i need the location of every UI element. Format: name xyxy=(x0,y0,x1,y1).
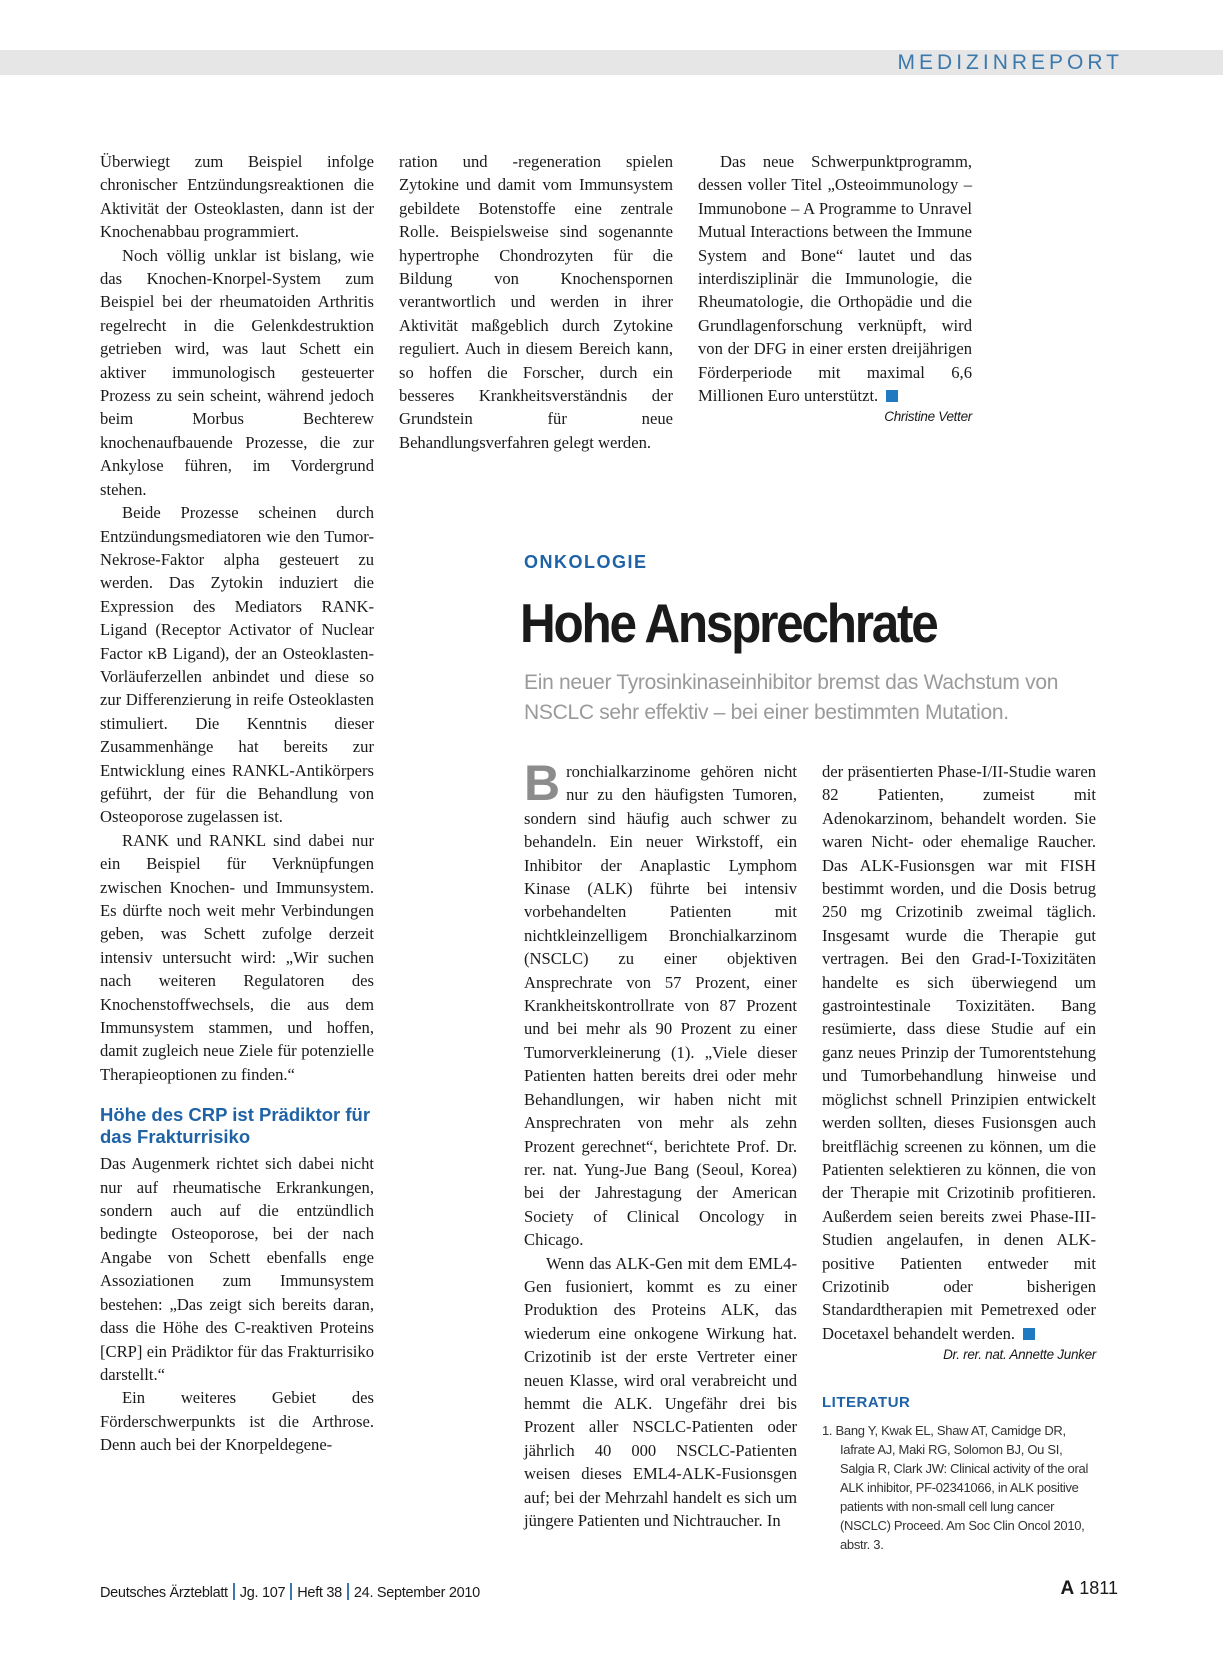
paragraph-text: der präsentierten Phase-I/II-Studie waren 82 Patienten, zumeist mit Adenokarzinom, behandelt worden. Sie waren Nicht- oder ehemalige Raucher. Das ALK-Fusionsgen war mit FISH bestimmt worden, und die Dosis betrug 250 mg Crizotinib zweimal täglich. Insgesamt wurde die Therapie gut vertragen. Bei den Grad-I-Toxizitäten handelte es sich überwiegend um gastrointestinale Toxizitäten. Bang resümierte, dass diese Studie auf ein ganz neues Prinzip der Tumorentstehung und Tumorbehandlung hinweise und möglichst schnell Prinzipien entwickelt werden sollten, dieses Fusionsgen auch breitflächig screenen zu können, um die Patienten selektieren zu können, die von der Therapie mit Crizotinib profitieren. Außerdem seien bereits zwei Phase-III-Studien angelaufen, in denen ALK-positive Patienten entweder mit Crizotinib oder bisherigen Standardtherapien mit Pemetrexed oder Docetaxel behandelt werden. xyxy=(822,762,1096,1343)
section-label: MEDIZINREPORT xyxy=(897,51,1123,74)
article-subtitle: Ein neuer Tyrosinkinaseinhibitor bremst das Wachstum von NSCLC sehr effektiv – bei einer bestimmten Mutation. xyxy=(524,671,1059,724)
page-prefix: A xyxy=(1060,1578,1075,1599)
article-column-1 xyxy=(524,755,797,1532)
separator xyxy=(233,1583,235,1600)
reference-item: 1. Bang Y, Kwak EL, Shaw AT, Camidge DR, Iafrate AJ, Maki RG, Solomon BJ, Ou SI, Salgia R, Clark JW: Clinical activity of the oral ALK inhibitor, PF-02341066, in ALK positive patients with non-small cell lung cancer (NSCLC) Proceed. Am Soc Clin Oncol 2010, abstr. 3. xyxy=(822,1422,1089,1552)
page-number-value: 1811 xyxy=(1079,1578,1118,1598)
column-1 xyxy=(100,150,374,1457)
subheading: Höhe des CRP ist Prädiktor für das Frakturrisiko xyxy=(100,1104,371,1148)
end-mark-icon xyxy=(886,390,898,402)
author-name: Christine Vetter xyxy=(884,409,972,425)
author-name: Dr. rer. nat. Annette Junker xyxy=(943,1347,1096,1363)
article-column-2 xyxy=(822,760,1096,1554)
date: 24. September 2010 xyxy=(353,1585,480,1601)
volume: Jg. 107 xyxy=(239,1585,286,1601)
page-number xyxy=(1061,1578,1118,1600)
end-mark-icon xyxy=(1023,1328,1035,1340)
drop-cap: B xyxy=(524,755,561,811)
paragraph: Wenn das ALK-Gen mit dem EML4-Gen fusioniert, kommt es zu einer Produktion des Proteins ALK, das wiederum eine onkogene Wirkung hat. Crizotinib ist der erste Vertreter einer neuen Klasse, wird oral verabreicht und hemmt die ALK. Ungefähr drei bis Prozent aller NSCLC-Patienten oder jährlich 40 000 NSCLC-Patienten weisen dieses EML4-ALK-Fusionsgen auf; bei der Mehrzahl handelt es sich um jüngere Patienten und Nichtraucher. In xyxy=(524,1253,797,1530)
paragraph xyxy=(524,755,797,1252)
column-2 xyxy=(399,150,673,454)
paragraph: Beide Prozesse scheinen durch Entzündungsmediatoren wie den Tumor-Nekrose-Faktor alpha gesteuert zu werden. Das Zytokin induziert die Expression des Mediators RANK-Ligand (Receptor Activator of Nuclear Factor κB Ligand), der an Osteoklasten-Vorläuferzellen anbindet und diese so zur Differenzierung in reife Osteoklasten stimuliert. Die Kenntnis dieser Zusammenhänge hat bereits zur Entwicklung eines RANKL-Antikörpers geführt, der für die Behandlung von Osteoporose zugelassen ist. xyxy=(100,503,374,827)
paragraph: Noch völlig unklar ist bislang, wie das Knochen-Knorpel-System zum Beispiel bei der rheumatoiden Arthritis regelrecht in die Gelenkdestruktion getrieben wird, was laut Schett ein aktiver immunologisch gesteuerter Prozess zu sein scheint, während jedoch beim Morbus Bechterew knochenaufbauende Prozesse, die zur Ankylose führen, im Vordergrund stehen. xyxy=(100,245,374,499)
paragraph xyxy=(822,760,1096,1345)
paragraph: RANK und RANKL sind dabei nur ein Beispiel für Verknüpfungen zwischen Knochen- und Immunsystem. Es dürfte noch weit mehr Verbindungen geben, was Schett zufolge derzeit intensiv untersucht wird: „Wir suchen nach weiteren Regulatoren des Knochenstoffwechsels, die aus dem Immunsystem stammen, und hoffen, damit zugleich neue Ziele für potenzielle Therapieoptionen zu finden.“ xyxy=(100,830,374,1084)
column-3 xyxy=(698,150,972,427)
paragraph-text: Das neue Schwerpunktprogramm, dessen voller Titel „Osteoimmunology – Immunobone – A Programme to Unravel Mutual Interactions between the Immune System and Bone“ lautet und das interdisziplinär die Immunologie, die Rheumatologie, die Orthopädie und die Grundlagenforschung verknüpft, wird von der DFG in einer ersten dreijährigen Förderperiode mit maximal 6,6 Millionen Euro unterstützt. xyxy=(698,152,972,406)
paragraph: Ein weiteres Gebiet des Förderschwerpunkts ist die Arthrose. Denn auch bei der Knorpeldegene- xyxy=(100,1388,374,1455)
paragraph: ration und -regeneration spielen Zytokine und damit vom Immunsystem gebildete Botenstoffe eine zentrale Rolle. Beispielsweise sind sogenannte hypertrophe Chondrozyten für die Bildung von Knochenspornen verantwortlich und werden in ihrer Aktivität maßgeblich durch Zytokine reguliert. Auch in diesem Bereich kann, so hoffen die Forscher, durch ein besseres Krankheitsverständnis der Grundstein für neue Behandlungsverfahren gelegt werden. xyxy=(399,152,673,452)
separator xyxy=(290,1583,292,1600)
footer-citation xyxy=(100,1583,480,1601)
paragraph-text: ronchialkarzinome gehören nicht nur zu den häufigsten Tumoren, sondern sind häufig auch schwer zu behandeln. Ein neuer Wirkstoff, ein Inhibitor der Anaplastic Lymphom Kinase (ALK) führte bei intensiv vorbehandelten Patienten mit nichtkleinzelligem Bronchialkarzinom (NSCLC) zu einer objektiven Ansprechrate von 57 Prozent, einer Krankheitskontrollrate von 87 Prozent und bei mehr als 90 Prozent zu einer Tumorverkleinerung (1). „Viele dieser Patienten hatten bereits drei oder mehr Behandlungen, wir haben nicht mit Ansprechraten von mehr als zehn Prozent gerechnet“, berichtete Prof. Dr. rer. nat. Yung-Jue Bang (Seoul, Korea) bei der Jahrestagung der American Society of Clinical Oncology in Chicago. xyxy=(524,762,797,1250)
separator xyxy=(347,1583,349,1600)
article-headline: Hohe Ansprechrate xyxy=(520,592,937,654)
journal-name: Deutsches Ärzteblatt xyxy=(100,1585,228,1601)
paragraph xyxy=(698,150,972,407)
article-kicker: ONKOLOGIE xyxy=(524,552,648,572)
references-heading: LITERATUR xyxy=(822,1394,911,1412)
paragraph: Überwiegt zum Beispiel infolge chronischer Entzündungsreaktionen die Aktivität der Osteoklasten, dann ist der Knochenabbau programmiert. xyxy=(100,152,374,242)
paragraph: Das Augenmerk richtet sich dabei nicht nur auf rheumatische Erkrankungen, sondern auch auf die entzündlich bedingte Osteoporose, bei der nach Angabe von Schett ebenfalls enge Assoziationen zum Immunsystem bestehen: „Das zeigt sich bereits daran, dass die Höhe des C-reaktiven Proteins [CRP] ein Prädiktor für das Frakturrisiko darstellt.“ xyxy=(100,1154,374,1384)
issue: Heft 38 xyxy=(297,1585,342,1601)
